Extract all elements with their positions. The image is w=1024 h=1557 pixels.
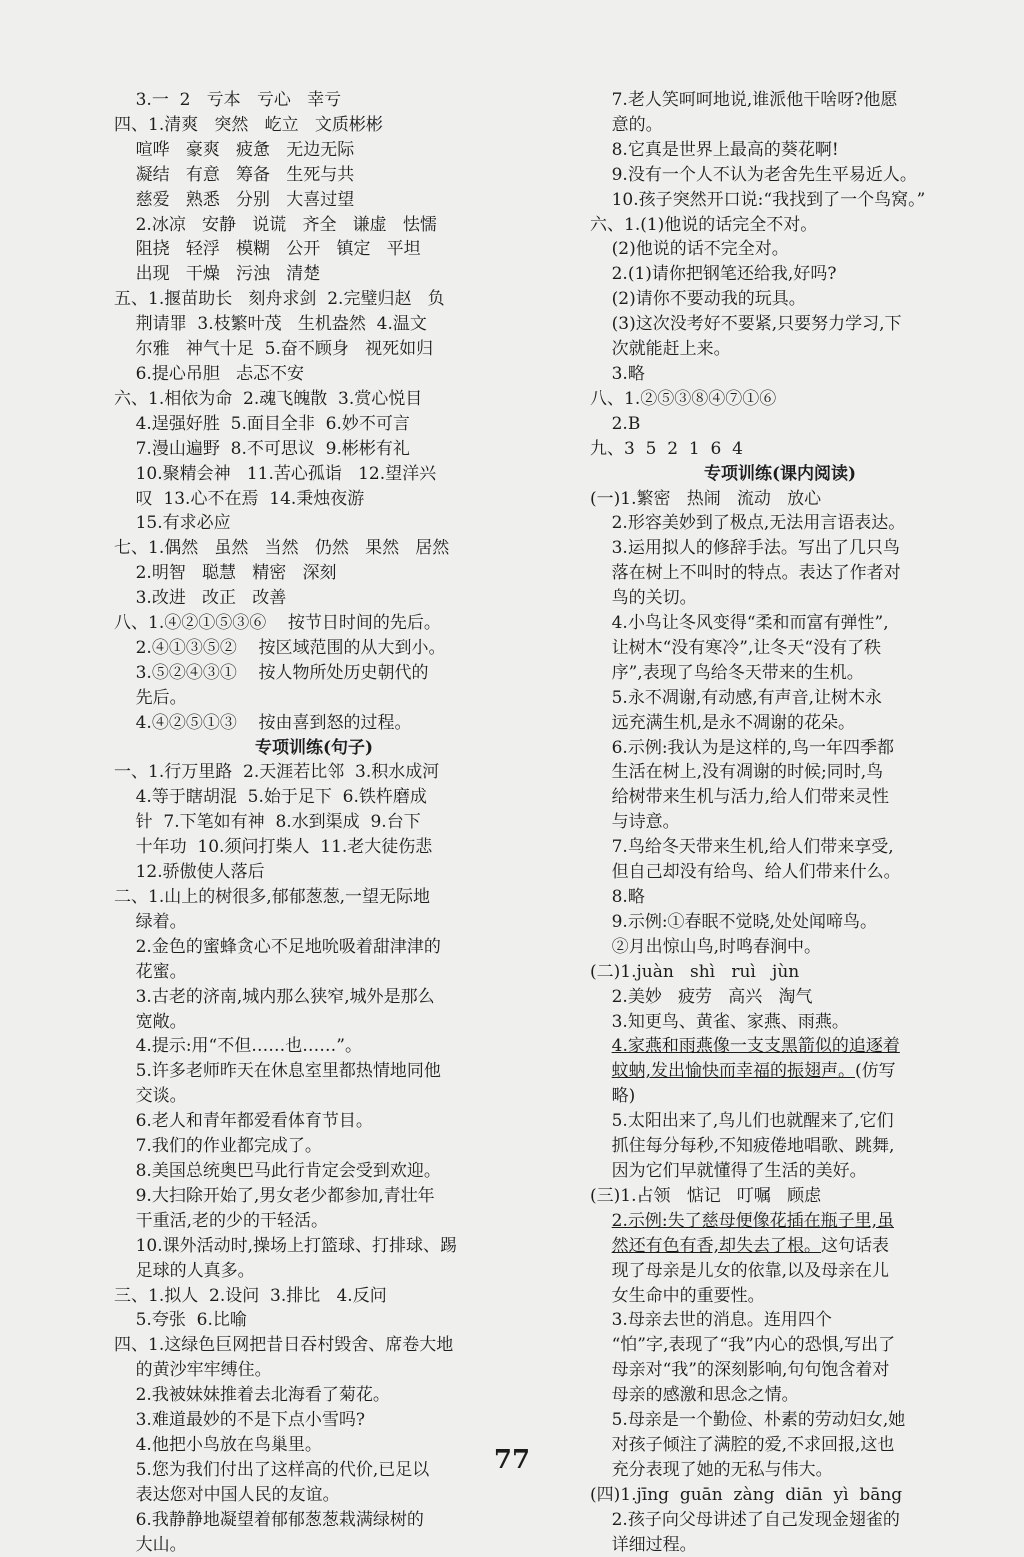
answer-line: 详细过程。 <box>590 1534 697 1555</box>
answer-line: 的黄沙牢牢缚住。 <box>114 1360 272 1381</box>
answer-line: 10.孩子突然开口说:“我找到了一个鸟窝。” <box>590 189 926 210</box>
answer-line: (三)1.占领 惦记 叮嘱 顾虑 <box>590 1185 822 1206</box>
answer-line: 2.(1)请你把钢笔还给我,好吗? <box>590 264 837 285</box>
answer-line: (3)这次没考好不要紧,只要努力学习,下 <box>590 314 902 335</box>
underlined-text: 2.示例:失了慈母便像花插在瓶子里,虽 <box>611 1210 894 1231</box>
answer-line: 6.示例:我认为是这样的,鸟一年四季都 <box>590 737 894 758</box>
answer-line: 2.冰凉 安静 说谎 齐全 谦虚 怯懦 <box>114 214 437 235</box>
answer-line: 3.改进 改正 改善 <box>114 588 287 609</box>
answer-line: 8.美国总统奥巴马此行肯定会受到欢迎。 <box>114 1160 441 1181</box>
answer-line: 5.夸张 6.比喻 <box>114 1310 247 1331</box>
answer-line: 针 7.下笔如有神 8.水到渠成 9.台下 <box>114 812 421 833</box>
underlined-text: 4.家燕和雨燕像一支支黑箭似的追逐着 <box>611 1036 900 1057</box>
answer-line: 喧哗 豪爽 疲惫 无边无际 <box>114 139 355 160</box>
answer-line <box>590 1034 970 1059</box>
answer-line: 三、1.拟人 2.设问 3.排比 4.反问 <box>114 1285 387 1306</box>
answer-line: 2.孩子向父母讲述了自己发现金翅雀的 <box>590 1509 900 1530</box>
answer-line: 七、1.偶然 虽然 当然 仍然 果然 居然 <box>114 538 450 559</box>
answer-line: 2.形容美妙到了极点,无法用言语表达。 <box>590 513 906 534</box>
answer-line: 12.骄傲使人落后 <box>114 862 265 883</box>
answer-line: 2.我被妹妹推着去北海看了菊花。 <box>114 1385 390 1406</box>
answer-line: 2.明智 聪慧 精密 深刻 <box>114 563 337 584</box>
answer-line: 蚊蚋,发出愉快而幸福的振翅声。(仿写 <box>611 1061 896 1082</box>
answer-line: 荆请罪 3.枝繁叶茂 生机盎然 4.温文 <box>114 314 427 335</box>
answer-line: 3.知更鸟、黄雀、家燕、雨燕。 <box>590 1011 849 1032</box>
underlined-text: 然还有色有香,却失去了根。 <box>611 1235 822 1256</box>
answer-line: 对孩子倾注了满腔的爱,不求回报,这也 <box>590 1434 895 1455</box>
answer-line: 但自己却没有给鸟、给人们带来什么。 <box>590 862 901 883</box>
answer-line: 次就能赶上来。 <box>590 339 731 360</box>
answer-line: 3.母亲去世的消息。连用四个 <box>590 1310 832 1331</box>
answer-line: 母亲对“我”的深刻影响,句句饱含着对 <box>590 1360 890 1381</box>
answer-line: (四)1.jīng guān zàng diān yì bāng <box>590 1484 903 1505</box>
answer-line: 生活在树上,没有凋谢的时候;同时,鸟 <box>590 762 884 783</box>
answer-line: 3.运用拟人的修辞手法。写出了几只鸟 <box>590 538 900 559</box>
answer-line: 3.古老的济南,城内那么狭窄,城外是那么 <box>114 986 435 1007</box>
left-column <box>114 88 514 1557</box>
answer-line: (2)请你不要动我的玩具。 <box>590 289 806 310</box>
answer-line: (一)1.繁密 热闹 流动 放心 <box>590 488 822 509</box>
answer-line: 尔雅 神气十足 5.奋不顾身 视死如归 <box>114 339 434 360</box>
answer-line: 10.课外活动时,操场上打篮球、打排球、踢 <box>114 1235 458 1256</box>
answer-line: 母亲的感激和思念之情。 <box>590 1385 799 1406</box>
answer-line: 绿着。 <box>114 911 187 932</box>
answer-line: 15.有求必应 <box>114 513 231 534</box>
answer-line: 4.他把小鸟放在鸟巢里。 <box>114 1434 322 1455</box>
answer-line: 4.等于瞎胡混 5.始于足下 6.铁杵磨成 <box>114 787 427 808</box>
answer-line: 7.我们的作业都完成了。 <box>114 1136 322 1157</box>
answer-line: 6.老人和青年都爱看体育节目。 <box>114 1111 373 1132</box>
answer-line: 落在树上不叫时的特点。表达了作者对 <box>590 563 901 584</box>
answer-line: 因为它们早就懂得了生活的美好。 <box>590 1160 867 1181</box>
answer-line: 9.大扫除开始了,男女老少都参加,青壮年 <box>114 1185 435 1206</box>
answer-line: 鸟的关切。 <box>590 588 697 609</box>
answer-line: 六、1.(1)他说的话完全不对。 <box>590 214 818 235</box>
answer-line: 叹 13.心不在焉 14.秉烛夜游 <box>114 488 365 509</box>
answer-line: 5.母亲是一个勤俭、朴素的劳动妇女,她 <box>590 1410 906 1431</box>
answer-line: 9.没有一个人不认为老舍先生平易近人。 <box>590 164 917 185</box>
right-column <box>590 88 970 1557</box>
answer-line: 慈爱 熟悉 分别 大喜过望 <box>114 189 355 210</box>
answer-line: “怕”字,表现了“我”内心的恐惧,写出了 <box>590 1335 896 1356</box>
answer-line: 先后。 <box>114 687 187 708</box>
answer-line: 宽敞。 <box>114 1011 187 1032</box>
answer-line: 5.您为我们付出了这样高的代价,已足以 <box>114 1459 430 1480</box>
answer-line: 2.B <box>590 413 641 434</box>
answer-line: 8.略 <box>590 887 645 907</box>
answer-line: 5.许多老师昨天在休息室里都热情地同他 <box>114 1061 441 1082</box>
answer-line: 7.老人笑呵呵地说,谁派他干啥呀?他愿 <box>590 90 898 110</box>
answer-line: (二)1.juàn shì ruì jùn <box>590 961 800 982</box>
answer-line: 凝结 有意 筹备 生死与共 <box>114 164 355 185</box>
answer-line: 3.一 2 亏本 亏心 幸亏 <box>114 90 342 110</box>
answer-line: 5.永不凋谢,有动感,有声音,让树木永 <box>590 687 883 708</box>
answer-line: 十年功 10.须问打柴人 11.老大徒伤悲 <box>114 837 433 858</box>
answer-line: 7.鸟给冬天带来生机,给人们带来享受, <box>590 837 894 858</box>
answer-line: 7.漫山遍野 8.不可思议 9.彬彬有礼 <box>114 438 410 459</box>
answer-line: 花蜜。 <box>114 961 187 982</box>
answer-line: 给树带来生机与活力,给人们带来灵性 <box>590 787 890 808</box>
answer-line: 6.我静静地凝望着郁郁葱葱栽满绿树的 <box>114 1509 424 1530</box>
answer-line: ②月出惊山鸟,时鸣春涧中。 <box>590 936 822 957</box>
answer-line: 2.美妙 疲劳 高兴 淘气 <box>590 986 813 1007</box>
answer-line: 4.小鸟让冬风变得“柔和而富有弹性”, <box>590 613 889 634</box>
answer-line: 二、1.山上的树很多,郁郁葱葱,一望无际地 <box>114 887 431 907</box>
answer-line: 交谈。 <box>114 1086 187 1107</box>
section-heading: 专项训练(句子) <box>254 737 374 758</box>
answer-line: 四、1.这绿色巨网把昔日吞村毁舍、席卷大地 <box>114 1335 454 1356</box>
answer-line: 4.提示:用“不但……也……”。 <box>114 1036 362 1057</box>
answer-line: 大山。 <box>114 1534 187 1555</box>
answer-line: 足球的人真多。 <box>114 1260 255 1281</box>
answer-line: 抓住每分每秒,不知疲倦地唱歌、跳舞, <box>590 1136 895 1157</box>
answer-line: 4.④②⑤①③ 按由喜到怒的过程。 <box>114 712 412 733</box>
answer-line: 现了母亲是儿女的依靠,以及母亲在儿 <box>590 1260 890 1281</box>
answer-line: (2)他说的话不完全对。 <box>590 239 789 260</box>
answer-line: 8.它真是世界上最高的葵花啊! <box>590 139 839 160</box>
answer-line: 10.聚精会神 11.苦心孤诣 12.望洋兴 <box>114 463 437 484</box>
answer-line: 表达您对中国人民的友谊。 <box>114 1484 340 1505</box>
section-heading: 专项训练(课内阅读) <box>703 463 857 484</box>
answer-line: 2.④①③⑤② 按区域范围的从大到小。 <box>114 637 446 658</box>
answer-line: 六、1.相依为命 2.魂飞魄散 3.赏心悦目 <box>114 388 423 409</box>
answer-line: 九、3 5 2 1 6 4 <box>590 438 743 459</box>
answer-line: 与诗意。 <box>590 812 680 833</box>
answer-line: 出现 干燥 污浊 清楚 <box>114 264 321 285</box>
answer-line: 阻挠 轻浮 模糊 公开 镇定 平坦 <box>114 239 421 260</box>
answer-line: 6.提心吊胆 忐忑不安 <box>114 363 305 384</box>
answer-line: 充分表现了她的无私与伟大。 <box>590 1459 833 1480</box>
answer-line: 远充满生机,是永不凋谢的花朵。 <box>590 712 856 733</box>
page-number: 77 <box>493 1445 531 1475</box>
answer-line: 然还有色有香,却失去了根。这句话表 <box>611 1235 890 1256</box>
answer-line: 八、1.④②①⑤③⑥ 按节日时间的先后。 <box>114 613 441 634</box>
answer-line: 四、1.清爽 突然 屹立 文质彬彬 <box>114 114 383 135</box>
answer-line <box>590 1209 970 1234</box>
answer-line: 让树木“没有寒冷”,让冬天“没有了秩 <box>590 637 882 658</box>
answer-line: 略) <box>590 1086 636 1107</box>
answer-line: 干重活,老的少的干轻活。 <box>114 1210 329 1231</box>
answer-line: 五、1.揠苗助长 刻舟求剑 2.完璧归赵 负 <box>114 289 445 310</box>
answer-line: 4.逞强好胜 5.面目全非 6.妙不可言 <box>114 413 410 434</box>
answer-line: 3.⑤②④③① 按人物所处历史朝代的 <box>114 662 429 683</box>
answer-line: 5.太阳出来了,鸟儿们也就醒来了,它们 <box>590 1111 894 1132</box>
underlined-text: 蚊蚋,发出愉快而幸福的振翅声。 <box>611 1061 856 1082</box>
answer-line: 3.略 <box>590 363 645 384</box>
answer-line: 女生命中的重要性。 <box>590 1285 765 1306</box>
answer-line: 一、1.行万里路 2.天涯若比邻 3.积水成河 <box>114 762 440 783</box>
answer-line: 9.示例:①春眠不觉晓,处处闻啼鸟。 <box>590 911 877 932</box>
answer-line: 3.难道最妙的不是下点小雪吗? <box>114 1410 365 1431</box>
answer-line: 八、1.②⑤③⑧④⑦①⑥ <box>590 388 777 409</box>
answer-line: 意的。 <box>590 114 663 135</box>
answer-line: 序”,表现了鸟给冬天带来的生机。 <box>590 662 864 683</box>
answer-line: 2.金色的蜜蜂贪心不足地吮吸着甜津津的 <box>114 936 441 957</box>
